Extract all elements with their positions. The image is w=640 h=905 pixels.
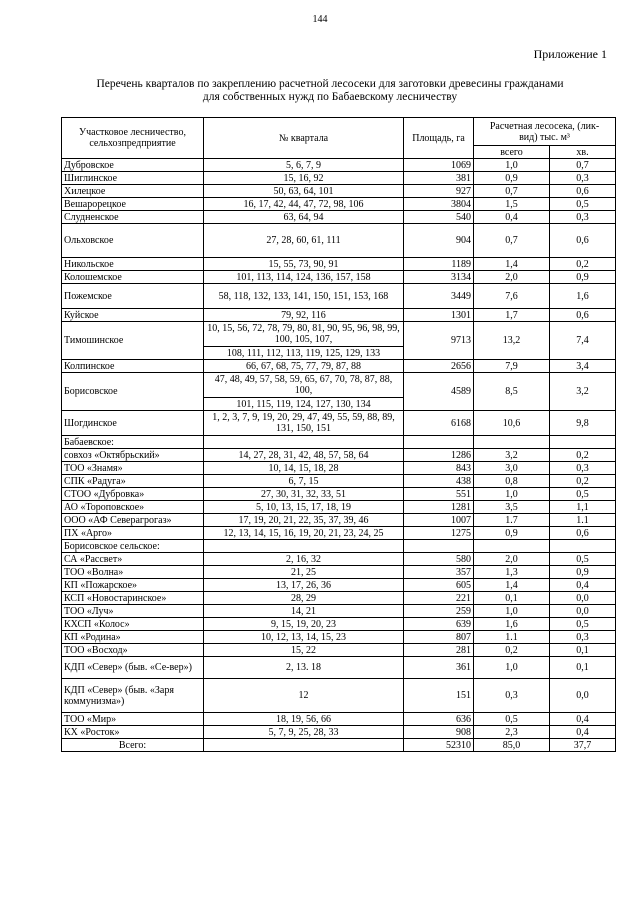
table-row: КХ «Росток» 5, 7, 9, 25, 28, 33 908 2,3 0,4 — [62, 726, 616, 739]
table-row-continuation: 108, 111, 112, 113, 119, 125, 129, 133 — [62, 347, 616, 360]
table-row-continuation: 101, 115, 119, 124, 127, 130, 134 — [62, 398, 616, 411]
document-title — [40, 78, 620, 104]
section-row: Борисовское сельское: — [62, 540, 616, 553]
header-area: Площадь, га — [404, 118, 474, 159]
table-row: Дубровское 5, 6, 7, 9 1069 1,0 0,7 — [62, 159, 616, 172]
page-number: 144 — [312, 14, 328, 25]
table-row: Ольховское 27, 28, 60, 61, 111 904 0,7 0,6 — [62, 224, 616, 258]
table-row: КП «Родина» 10, 12, 13, 14, 15, 23 807 1.1 0,3 — [62, 631, 616, 644]
header-cutting-area: Расчетная лесосека, (лик- вид) тыс. м³ — [474, 118, 616, 146]
table-row: совхоз «Октябрьский» 14, 27, 28, 31, 42, 48, 57, 58, 64 1286 3,2 0,2 — [62, 449, 616, 462]
table-row: КДП «Север» (быв. «Се-вер») 2, 13. 18 361 1,0 0,1 — [62, 657, 616, 679]
table-row: ТОО «Знамя» 10, 14, 15, 18, 28 843 3,0 0,3 — [62, 462, 616, 475]
table-row: Куйское 79, 92, 116 1301 1,7 0,6 — [62, 309, 616, 322]
table-row: Колошемское 101, 113, 114, 124, 136, 157, 158 3134 2,0 0,9 — [62, 271, 616, 284]
table-row: СА «Рассвет» 2, 16, 32 580 2,0 0,5 — [62, 553, 616, 566]
table-row: КХСП «Колос» 9, 15, 19, 20, 23 639 1,6 0,5 — [62, 618, 616, 631]
title-line-1: Перечень кварталов по закреплению расчетной лесосеки для заготовки древесины гражданами — [96, 78, 564, 90]
table-row: ТОО «Волна» 21, 25 357 1,3 0,9 — [62, 566, 616, 579]
appendix-label: Приложение 1 — [533, 47, 607, 61]
table-row: Хилецкое 50, 63, 64, 101 927 0,7 0,6 — [62, 185, 616, 198]
table-row: Пожемское 58, 118, 132, 133, 141, 150, 151, 153, 168 3449 7,6 1,6 — [62, 284, 616, 309]
table-row: АО «Тороповское» 5, 10, 13, 15, 17, 18, 19 1281 3,5 1,1 — [62, 501, 616, 514]
quarters-table — [61, 117, 616, 752]
table-row: Колпинское 66, 67, 68, 75, 77, 79, 87, 88 2656 7,9 3,4 — [62, 360, 616, 373]
table-row: СПК «Радуга» 6, 7, 15 438 0,8 0,2 — [62, 475, 616, 488]
table-row: Шиглинское 15, 16, 92 381 0,9 0,3 — [62, 172, 616, 185]
table-row: ПХ «Арго» 12, 13, 14, 15, 16, 19, 20, 21, 23, 24, 25 1275 0,9 0,6 — [62, 527, 616, 540]
table-row: Борисовское 47, 48, 49, 57, 58, 59, 65, 67, 70, 78, 87, 88, 100, 4589 8,5 3,2 — [62, 373, 616, 398]
table-row: СТОО «Дубровка» 27, 30, 31, 32, 33, 51 551 1,0 0,5 — [62, 488, 616, 501]
table-row: Тимошинское 10, 15, 56, 72, 78, 79, 80, 81, 90, 95, 96, 98, 99, 100, 105, 107, 9713 13,2 7,4 — [62, 322, 616, 347]
table-row: Никольское 15, 55, 73, 90, 91 1189 1,4 0,2 — [62, 258, 616, 271]
header-total: всего — [474, 146, 550, 159]
table-row: Шогдинское 1, 2, 3, 7, 9, 19, 20, 29, 47, 49, 55, 59, 88, 89, 131, 150, 151 6168 10,6 9,8 — [62, 411, 616, 436]
header-quarter: № квартала — [204, 118, 404, 159]
table-row: ТОО «Луч» 14, 21 259 1,0 0,0 — [62, 605, 616, 618]
header-conifer: хв. — [550, 146, 616, 159]
header-forestry: Участковое лесничество, сельхозпредприятие — [62, 118, 204, 159]
table-row: ООО «АФ Северагрогаз» 17, 19, 20, 21, 22, 35, 37, 39, 46 1007 1.7 1.1 — [62, 514, 616, 527]
total-row: Всего: 52310 85,0 37,7 — [62, 739, 616, 752]
table-row: ТОО «Мир» 18, 19, 56, 66 636 0,5 0,4 — [62, 713, 616, 726]
table-row: КСП «Новостаринское» 28, 29 221 0,1 0,0 — [62, 592, 616, 605]
table-row: КДП «Север» (быв. «Заря коммунизма») 12 151 0,3 0,0 — [62, 679, 616, 713]
table-row: ТОО «Восход» 15, 22 281 0,2 0,1 — [62, 644, 616, 657]
table-row: Вешарорецкое 16, 17, 42, 44, 47, 72, 98, 106 3804 1,5 0,5 — [62, 198, 616, 211]
table-row: КП «Пожарское» 13, 17, 26, 36 605 1,4 0,4 — [62, 579, 616, 592]
section-row: Бабаевское: — [62, 436, 616, 449]
title-line-2: для собственных нужд по Бабаевскому лесничеству — [202, 91, 458, 103]
table-row: Слудненское 63, 64, 94 540 0,4 0,3 — [62, 211, 616, 224]
